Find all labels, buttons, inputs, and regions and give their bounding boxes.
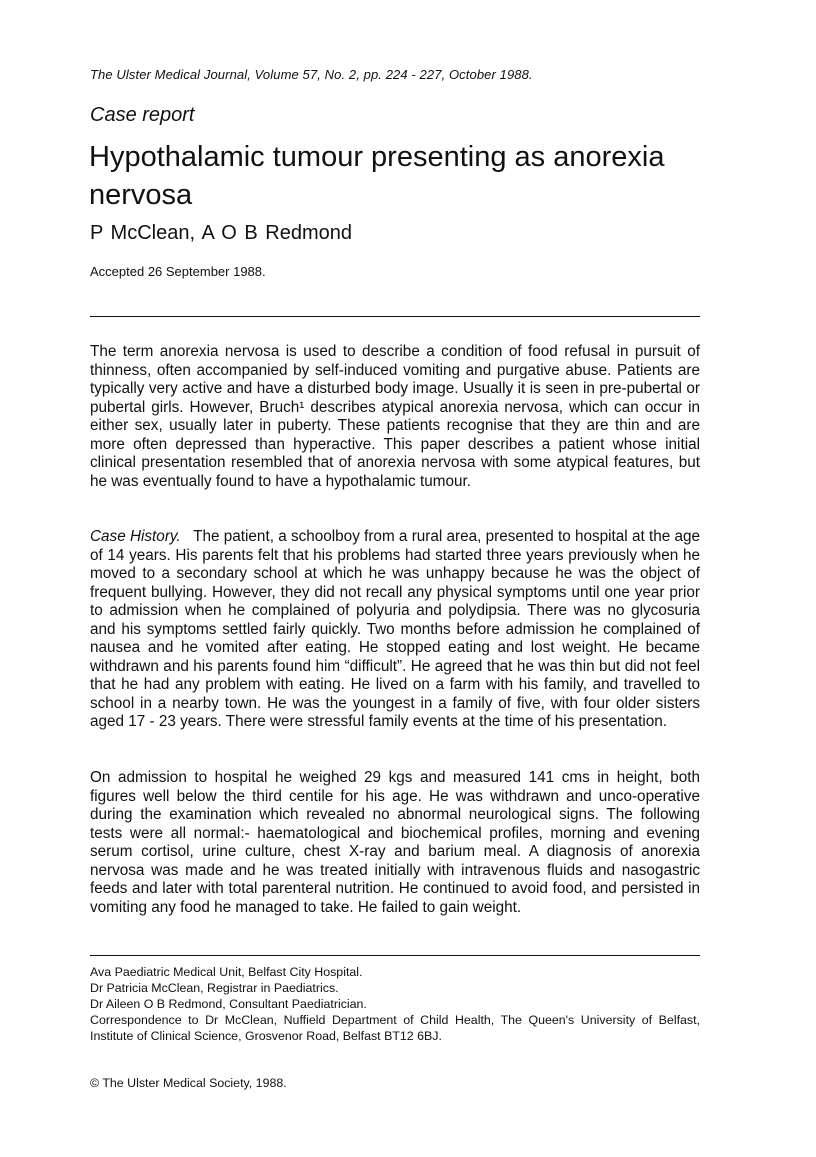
author-note-1: Dr Patricia McClean, Registrar in Paediatrics. xyxy=(90,981,339,995)
footnote-divider xyxy=(90,955,700,956)
copyright-notice: © The Ulster Medical Society, 1988. xyxy=(90,1076,287,1090)
case-history-heading: Case History. xyxy=(90,528,181,545)
article-type-label: Case report xyxy=(90,104,195,126)
journal-citation: The Ulster Medical Journal, Volume 57, No. 2, pp. 224 - 227, October 1988. xyxy=(90,67,533,82)
case-history-text: The patient, a schoolboy from a rural area, presented to hospital at the age of 14 years. His parents felt that his problems had started three years previously when he moved to a secondary school at which he was unhappy because he was the object of frequent bullying. However, they did not recall any physical symptoms until one year prior to admission when he complained of polyuria and polydipsia. There was no glycosuria and his symptoms settled fairly quickly. Two months before admission he complained of nausea and he vomited after eating. He stopped eating and lost weight. He became withdrawn and his parents found him “difficult”. He agreed that he was thin but did not feel that he had any problem with eating. He lived on a farm with his family, and travelled to school in a nearby town. He was the youngest in a family of five, with four older sisters aged 17 - 23 years. There were stressful family events at the time of his presentation. xyxy=(90,528,700,730)
header-divider xyxy=(90,316,700,317)
accepted-date: Accepted 26 September 1988. xyxy=(90,264,266,279)
author-list: P McClean, A O B Redmond xyxy=(90,222,352,244)
case-history-paragraph xyxy=(90,528,700,732)
intro-paragraph: The term anorexia nervosa is used to describe a condition of food refusal in pursuit of thinness, often accompanied by self-induced vomiting and purgative abuse. Patients are typically very active and have a disturbed body image. Usually it is seen in pre-pubertal or pubertal girls. However, Bruch¹ describes atypical anorexia nervosa, which can occur in either sex, usually later in puberty. These patients recognise that they are thin and are more often depressed than hyperactive. This paper describes a patient whose initial clinical presentation resembled that of anorexia nervosa with some atypical features, but he was eventually found to have a hypothalamic tumour. xyxy=(90,343,700,490)
author-note-2: Dr Aileen O B Redmond, Consultant Paediatrician. xyxy=(90,997,367,1011)
correspondence-note: Correspondence to Dr McClean, Nuffield Department of Child Health, The Queen's University of Belfast, Institute of Clinical Science, Grosvenor Road, Belfast BT12 6BJ. xyxy=(90,1013,700,1043)
admission-paragraph: On admission to hospital he weighed 29 kgs and measured 141 cms in height, both figures well below the third centile for his age. He was withdrawn and unco-operative during the examination which revealed no abnormal neurological signs. The following tests were all normal:- haematological and biochemical profiles, morning and evening serum cortisol, urine culture, chest X-ray and barium meal. A diagnosis of anorexia nervosa was made and he was treated initially with intravenous fluids and nasogastric feeds and later with total parenteral nutrition. He continued to avoid food, and persisted in vomiting any food he managed to take. He failed to gain weight. xyxy=(90,769,700,916)
footnotes xyxy=(90,964,700,1044)
affiliation-note: Ava Paediatric Medical Unit, Belfast City Hospital. xyxy=(90,965,363,979)
article-title: Hypothalamic tumour presenting as anorexia nervosa xyxy=(89,141,665,211)
